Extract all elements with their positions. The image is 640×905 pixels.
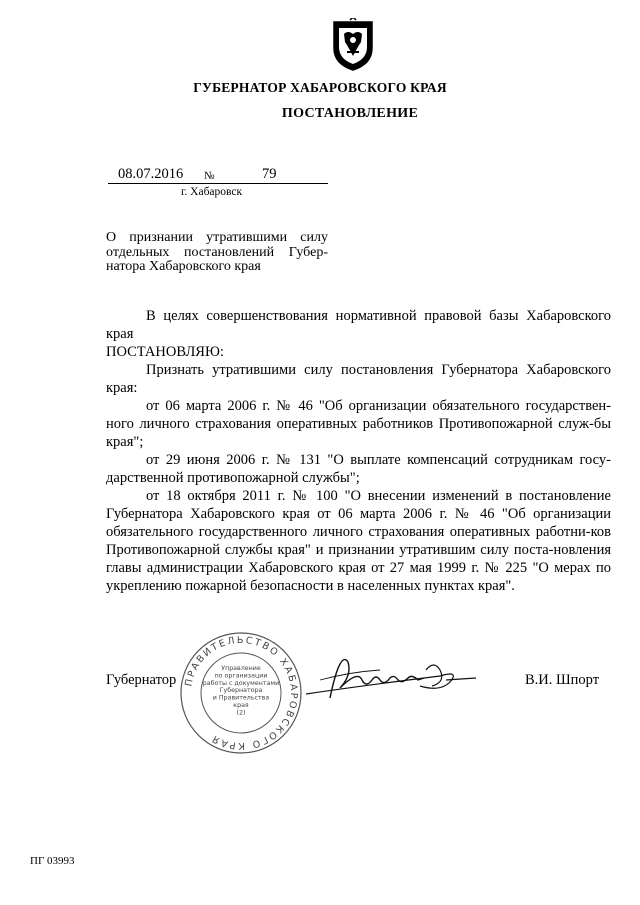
intro-paragraph: В целях совершенствования нормативной правовой базы Хабаровского края (106, 308, 611, 342)
item-1: от 06 марта 2006 г. № 46 "Об организации обязательного государствен-ного личного страхования оперативных работников Противопожарной служ-бы края"; (106, 398, 611, 450)
signatory-name: В.И. Шпорт (525, 672, 600, 688)
document-date: 08.07.2016 (118, 166, 184, 182)
khabarovsk-coat-of-arms-icon (330, 18, 376, 72)
item-3: от 18 октября 2011 г. № 100 "О внесении изменений в постановление Губернатора Хабаровского края от 06 марта 2006 г. № 46 "Об организации обязательного государственного личного страхования оперативных работни-ков Противопожарной службы края" и признании утратившим силу поста-новления главы администрации Хабаровского края от 27 мая 1999 г. № 225 "О мерах по укреплению пожарной безопасности в населенных пунктах края". (106, 488, 611, 594)
stamp-center-line: Губернатора (219, 687, 263, 695)
stamp-ring-text: ПРАВИТЕЛЬСТВО ХАБАРОВСКОГО КРАЯ (183, 634, 300, 752)
document-code: ПГ 03993 (30, 855, 75, 867)
stamp-center-line: Управление (221, 665, 261, 672)
official-stamp (178, 630, 304, 756)
date-number-underline (108, 183, 328, 184)
item-2: от 29 июня 2006 г. № 131 "О выплате компенсаций сотрудникам госу-дарственной противопожарной службы"; (106, 452, 611, 486)
stamp-center-line: края (233, 702, 249, 709)
recognize-paragraph: Признать утратившими силу постановления Губернатора Хабаровского края: (106, 362, 611, 396)
stamp-center-line: (2) (236, 709, 246, 717)
document-type: ПОСТАНОВЛЕНИЕ (281, 106, 419, 121)
document-subject: О признании утратившими силу отдельных постановлений Губер-натора Хабаровского края (106, 230, 328, 274)
handwritten-signature (300, 640, 480, 710)
document-body (106, 307, 611, 595)
document-city: г. Хабаровск (181, 186, 243, 198)
decree-word: ПОСТАНОВЛЯЮ: (106, 344, 224, 360)
organization-title: ГУБЕРНАТОР ХАБАРОВСКОГО КРАЯ (193, 80, 447, 95)
stamp-center-line: по организации (214, 672, 268, 680)
stamp-center-line: работы с документами (202, 679, 280, 687)
signatory-position: Губернатор (106, 672, 177, 688)
stamp-center-line: и Правительства (212, 694, 270, 702)
document-number: 79 (262, 166, 277, 182)
number-sign: № (204, 170, 215, 182)
